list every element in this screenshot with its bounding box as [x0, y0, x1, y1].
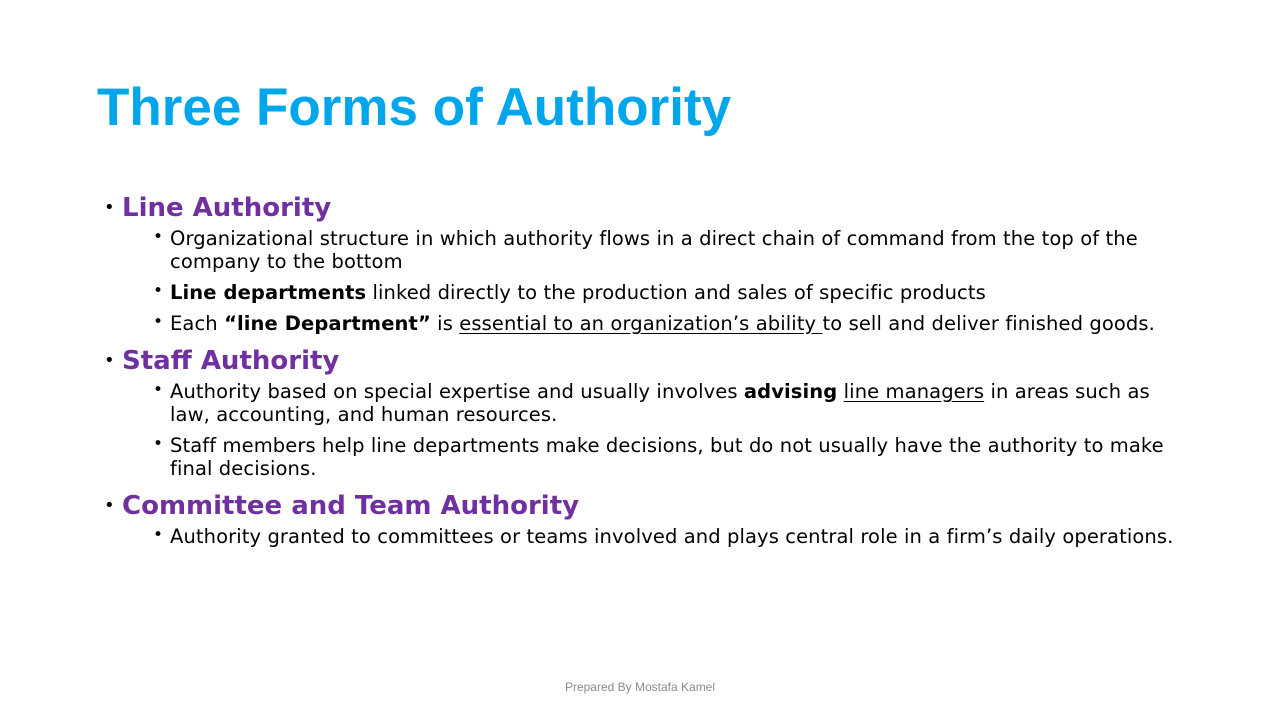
- list-item-text-part: to sell and deliver finished goods.: [822, 312, 1155, 335]
- list-item-text-part: in areas such as law, accounting, and human resources.: [170, 380, 1150, 426]
- section-heading-text: Staff Authority: [122, 346, 340, 376]
- section-heading: [104, 489, 1174, 523]
- bullet-icon: •: [153, 281, 164, 301]
- bullet-icon: •: [153, 312, 164, 332]
- list-item: [153, 525, 1174, 548]
- section-line-authority: [104, 191, 1174, 335]
- bullet-icon: •: [104, 495, 115, 516]
- list-item: [153, 281, 1174, 304]
- list-item-text: linked directly to the production and sales of specific products: [366, 281, 986, 304]
- list-item-bold: advising: [743, 380, 838, 403]
- bullet-icon: •: [153, 434, 164, 454]
- bullet-icon: •: [104, 197, 115, 218]
- list-item-underlined: essential to an organization’s ability: [459, 312, 823, 335]
- slide-footer: Prepared By Mostafa Kamel: [564, 680, 716, 694]
- slide-title: Three Forms of Authority: [97, 78, 732, 137]
- list-item-text: Staff members help line departments make decisions, but do not usually have the authority to make final decisions.: [170, 434, 1164, 480]
- list-item-text-part: is: [430, 312, 460, 335]
- section-heading-text: Committee and Team Authority: [122, 491, 580, 521]
- section-heading-text: Line Authority: [122, 193, 332, 223]
- list-item-bold-quote: “line Department”: [224, 312, 431, 335]
- section-staff-authority: [104, 344, 1174, 480]
- list-item: [153, 434, 1174, 480]
- list-item: [153, 227, 1174, 273]
- list-item-underlined: line managers: [843, 380, 985, 403]
- list-item: [153, 312, 1174, 335]
- bullet-icon: •: [153, 525, 164, 545]
- section-heading: [104, 344, 1174, 378]
- bullet-icon: •: [153, 227, 164, 247]
- bullet-icon: •: [104, 350, 115, 371]
- list-item: [153, 380, 1174, 426]
- slide-content: [104, 191, 1174, 548]
- section-committee-team-authority: [104, 489, 1174, 548]
- list-item-text-part: Each: [170, 312, 225, 335]
- list-item-text: Organizational structure in which authority flows in a direct chain of command from the top of the company to the bottom: [170, 227, 1138, 273]
- list-item-bold-lead: Line departments: [170, 281, 367, 304]
- list-item-text: Authority granted to committees or teams involved and plays central role in a firm’s daily operations.: [170, 525, 1174, 548]
- list-item-text-part: Authority based on special expertise and usually involves: [170, 380, 744, 403]
- section-heading: [104, 191, 1174, 225]
- bullet-icon: •: [153, 380, 164, 400]
